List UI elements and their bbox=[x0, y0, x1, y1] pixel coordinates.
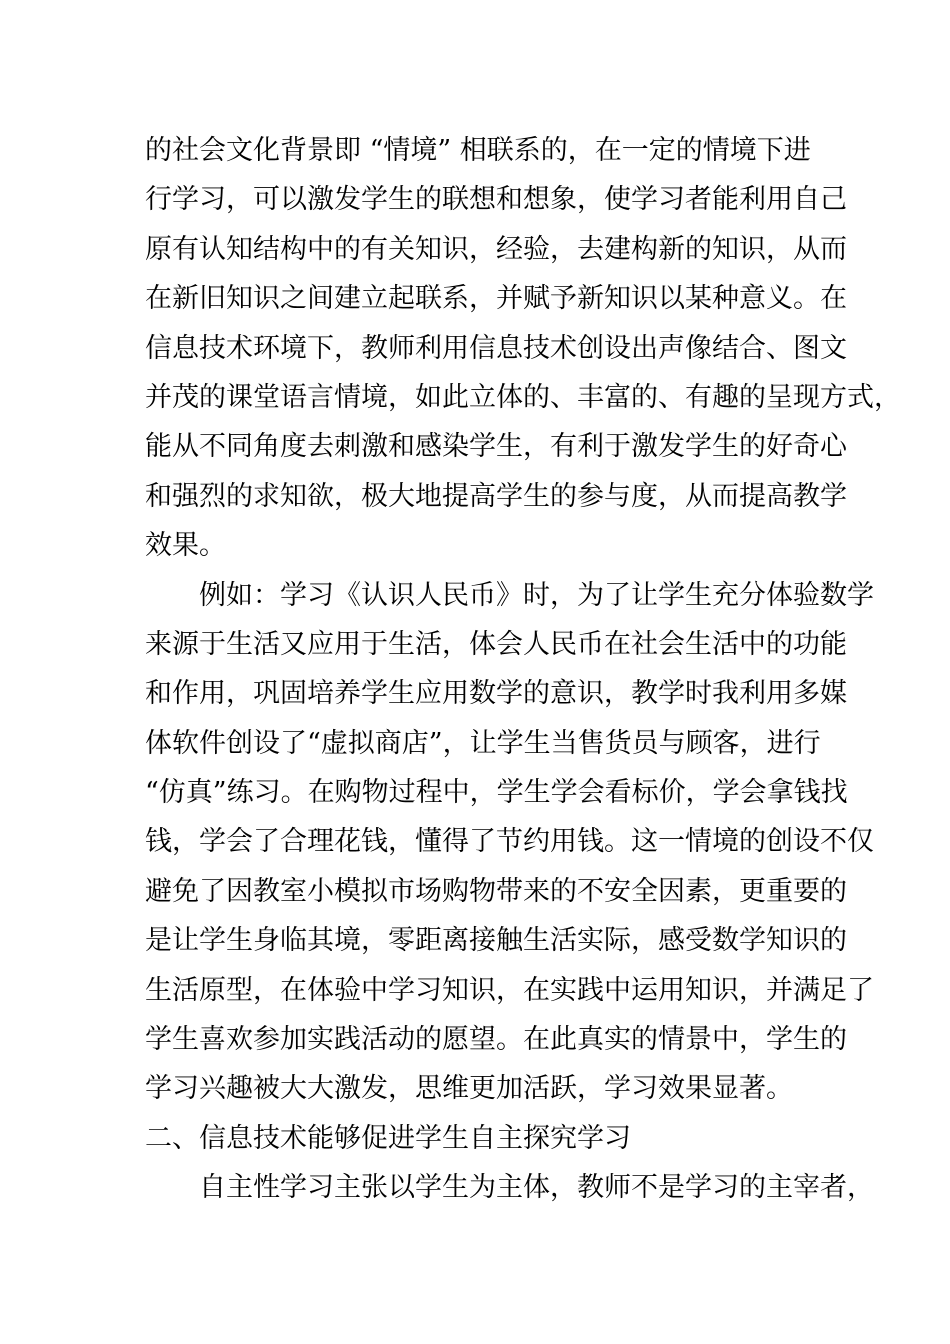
text-line: 学生喜欢参加实践活动的愿望。在此真实的情景中，学生的 bbox=[145, 1024, 847, 1056]
text-line: 钱，学会了合理花钱，懂得了节约用钱。这一情境的创设不仅 bbox=[145, 826, 874, 858]
text-line: 生活原型，在体验中学习知识，在实践中运用知识，并满足了 bbox=[145, 974, 874, 1006]
text-line: 避免了因教室小模拟市场购物带来的不安全因素，更重要的 bbox=[145, 875, 847, 907]
text-line: 并茂的课堂语言情境，如此立体的、丰富的、有趣的呈现方式， bbox=[145, 381, 901, 413]
text-line: 的社会文化背景即 “情境” 相联系的，在一定的情境下进 bbox=[145, 135, 811, 166]
text-line: 能从不同角度去刺激和感染学生，有利于激发学生的好奇心 bbox=[145, 431, 847, 463]
text-line: 原有认知结构中的有关知识，经验，去建构新的知识，从而 bbox=[145, 233, 847, 265]
text-line: 来源于生活又应用于生活，体会人民币在社会生活中的功能 bbox=[145, 628, 847, 660]
text-line: 和作用，巩固培养学生应用数学的意识，教学时我利用多媒 bbox=[145, 678, 847, 710]
text-line: 行学习，可以激发学生的联想和想象，使学习者能利用自己 bbox=[145, 184, 847, 216]
text-line: 效果。 bbox=[145, 530, 226, 562]
text-line: 在新旧知识之间建立起联系，并赋予新知识以某种意义。在 bbox=[145, 283, 847, 315]
text-line: 学习兴趣被大大激发，思维更加活跃，学习效果显著。 bbox=[145, 1073, 793, 1105]
text-line: 体软件创设了“虚拟商店”，让学生当售货员与顾客，进行 bbox=[145, 727, 821, 759]
text-line: 和强烈的求知欲，极大地提高学生的参与度，从而提高教学 bbox=[145, 480, 847, 512]
body-text bbox=[145, 126, 901, 1213]
text-line: 是让学生身临其境，零距离接触生活实际，感受数学知识的 bbox=[145, 925, 847, 957]
paragraph-start-line: 例如：学习《认识人民币》时，为了让学生充分体验数学 bbox=[199, 579, 874, 611]
paragraph-start-line: 自主性学习主张以学生为主体，教师不是学习的主宰者， bbox=[199, 1172, 874, 1204]
text-line: “仿真”练习。在购物过程中，学生学会看标价，学会拿钱找 bbox=[145, 777, 848, 809]
section-heading: 二、信息技术能够促进学生自主探究学习 bbox=[145, 1122, 631, 1154]
text-line: 信息技术环境下，教师利用信息技术创设出声像结合、图文 bbox=[145, 332, 847, 364]
